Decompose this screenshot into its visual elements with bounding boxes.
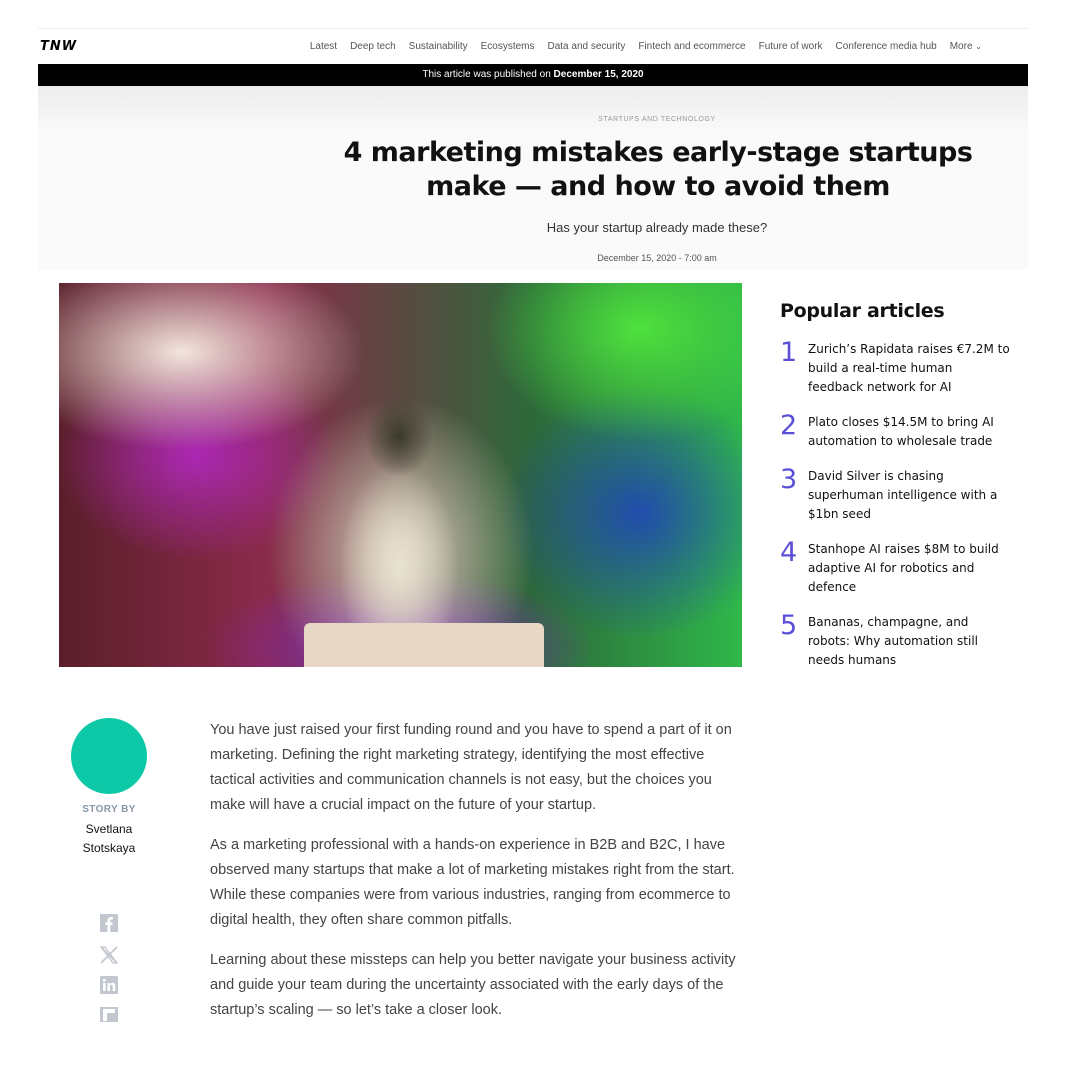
- popular-articles-heading: Popular articles: [780, 300, 945, 322]
- popular-article-number: 3: [780, 464, 798, 495]
- author-avatar[interactable]: [71, 718, 147, 794]
- published-notice-bar: [38, 64, 1028, 86]
- popular-article-item[interactable]: [780, 410, 1010, 451]
- top-navigation: [38, 28, 1028, 65]
- popular-article-title[interactable]: Bananas, champagne, and robots: Why automation still needs humans: [808, 615, 978, 667]
- story-by-label: STORY BY: [82, 804, 136, 815]
- chevron-down-icon: ⌄: [975, 42, 982, 51]
- x-share-button[interactable]: [99, 945, 118, 964]
- facebook-icon: [100, 914, 118, 932]
- article-header: [38, 86, 1028, 270]
- popular-article-item[interactable]: [780, 337, 1010, 397]
- popular-article-number: 5: [780, 610, 798, 641]
- nav-link-deep-tech[interactable]: Deep tech: [350, 41, 396, 52]
- article-paragraph: Learning about these missteps can help you better navigate your business activity and guide your team during the uncertainty associated with the early days of the startup’s scaling — so let’s take a closer look.: [210, 952, 736, 1018]
- nav-link-fintech-and-ecommerce[interactable]: Fintech and ecommerce: [638, 41, 746, 52]
- published-notice-prefix: This article was published on: [422, 69, 551, 80]
- hero-image-figure: [319, 343, 479, 633]
- tnw-logo[interactable]: TNW: [40, 39, 78, 54]
- hero-image-laptop: [304, 623, 544, 667]
- nav-link-future-of-work[interactable]: Future of work: [758, 41, 823, 52]
- linkedin-icon: [100, 976, 118, 994]
- article-hero-image: [59, 283, 742, 667]
- article-title: 4 marketing mistakes early-stage startups make — and how to avoid them: [343, 137, 973, 202]
- author-name[interactable]: Svetlana Stotskaya: [82, 822, 136, 855]
- published-notice-date: December 15, 2020: [553, 69, 644, 80]
- article-category[interactable]: STARTUPS AND TECHNOLOGY: [598, 116, 716, 123]
- popular-article-item[interactable]: [780, 464, 1010, 524]
- article-dateline: December 15, 2020 - 7:00 am: [597, 253, 717, 263]
- article-subtitle: Has your startup already made these?: [546, 220, 768, 235]
- popular-article-number: 1: [780, 337, 798, 368]
- popular-article-title[interactable]: Plato closes $14.5M to bring AI automation to wholesale trade: [808, 415, 994, 448]
- nav-link-latest[interactable]: Latest: [309, 41, 338, 52]
- nav-more-label: More: [949, 41, 973, 52]
- popular-article-number: 2: [780, 410, 798, 441]
- nav-link-sustainability[interactable]: Sustainability: [408, 41, 468, 52]
- nav-links: [310, 41, 982, 52]
- popular-articles: [780, 300, 1010, 686]
- nav-more-menu[interactable]: [950, 41, 982, 52]
- popular-article-title[interactable]: Stanhope AI raises $8M to build adaptive AI for robotics and defence: [808, 542, 999, 594]
- linkedin-share-button[interactable]: [99, 975, 118, 994]
- x-icon: [100, 946, 118, 964]
- flipboard-icon: [100, 1007, 118, 1022]
- flipboard-share-button[interactable]: [99, 1007, 118, 1022]
- popular-article-title[interactable]: Zurich’s Rapidata raises €7.2M to build a real-time human feedback network for AI: [808, 342, 1010, 394]
- nav-link-data-and-security[interactable]: Data and security: [547, 41, 626, 52]
- popular-article-title[interactable]: David Silver is chasing superhuman intelligence with a $1bn seed: [808, 469, 998, 521]
- popular-article-number: 4: [780, 537, 798, 568]
- article-paragraph: As a marketing professional with a hands-on experience in B2B and B2C, I have observed many startups that make a lot of marketing mistakes right from the start. While these companies were from various industries, ranging from ecommerce to digital health, they often share common pitfalls.: [210, 837, 735, 928]
- nav-link-conference-media-hub[interactable]: Conference media hub: [835, 41, 937, 52]
- facebook-share-button[interactable]: [99, 913, 118, 932]
- nav-link-ecosystems[interactable]: Ecosystems: [480, 41, 535, 52]
- article-paragraph: You have just raised your first funding round and you have to spend a part of it on marketing. Defining the right marketing strategy, identifying the most effective tactical activities and communication channels is not easy, but the choices you make will have a crucial impact on the future of your startup.: [210, 722, 732, 813]
- article-body: [210, 718, 750, 1038]
- popular-article-item[interactable]: [780, 537, 1010, 597]
- page: [38, 0, 1028, 1073]
- popular-article-item[interactable]: [780, 610, 1010, 670]
